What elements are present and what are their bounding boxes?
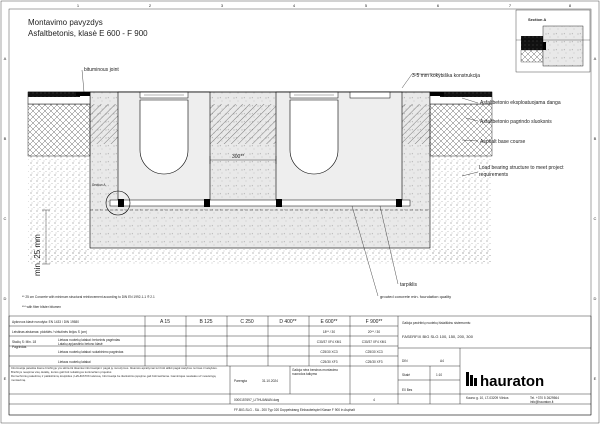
- row-marker: A: [3, 56, 7, 61]
- table-header-label: Apkrovos klasė nurodyta: EN 1433 / DIN 19580: [12, 320, 79, 324]
- row-label: Leistinas atstumas: plokštės / viršutinės linijos S (cm): [12, 330, 88, 334]
- channel-bedding: [110, 200, 410, 206]
- validity-label: Galioja nėra bendros montavimo nuorodos taikymo: [292, 368, 339, 376]
- cell-f900: C25/30 XF3: [365, 360, 383, 364]
- column-markers: [77, 3, 572, 8]
- column-marker: 8: [568, 3, 572, 8]
- status-value: E0 Bes: [402, 388, 413, 392]
- asphalt-wear-label: Asfaltbetonio eksploatuojama danga: [480, 100, 561, 106]
- cell-f900: C30/37 XF4 XM1: [361, 340, 387, 344]
- disclaimer-para2: Dėl techninių pakeitimų ir patikslinimų kreipkitės į HAURATON atstovą. Informacija be išankstinio įspėjimo gali būti keičiama. Gamintojas neatsako už neteisingą montavimą.: [11, 374, 216, 382]
- column-marker: 2: [148, 3, 152, 8]
- cell-f900: C25/30 XC3: [365, 350, 383, 354]
- drainage-channel-left: [118, 92, 210, 202]
- drawing-title-line2: Asfaltbetonis, klasė E 600 - F 900: [28, 29, 148, 38]
- contact-email: info@hauraton.lt: [530, 400, 554, 404]
- address-line1: Kauno g. 10, LT-03209 Vilnius: [466, 396, 509, 400]
- brand-name: hauraton: [480, 373, 545, 390]
- row-marker: E: [593, 376, 597, 381]
- date-value: 31.10.2024: [262, 379, 278, 383]
- disclaimer-box: [11, 367, 227, 393]
- row-sublabel: Latakų apjuostinio betono klasė: [58, 342, 103, 346]
- column-marker: 1: [76, 3, 80, 8]
- installation-section: [28, 67, 492, 276]
- row-label: Lietaus nuotekų latakai: [58, 360, 91, 364]
- construction-label: 3-5 mm kokybiška konstrukcija: [412, 73, 481, 79]
- load-bearing-label-box: [479, 165, 589, 187]
- format-label: DIN: [402, 359, 408, 363]
- class-a15: A 15: [159, 319, 171, 325]
- row-marker: B: [3, 136, 7, 141]
- class-c250: C 250: [240, 319, 254, 325]
- row-side-label: Pagrindas: [12, 345, 27, 349]
- footnote-concrete: ** 25 cm Concrete with minimum structural reinforcement according to DIN EN 1992-1-1 ® 2.1: [22, 295, 155, 299]
- asphalt-base-left: [28, 104, 90, 156]
- column-marker: 4: [292, 3, 296, 8]
- drawing-title-line1: Montavimo pavyzdys: [28, 18, 103, 27]
- cell-e600: C25/30 XC3: [320, 350, 338, 354]
- column-marker: 3: [220, 3, 224, 8]
- grouted-label: grouted concrete min. foundation quality: [380, 294, 452, 299]
- section-a-callout-label: Section A: [92, 183, 106, 187]
- cell-e600: 18** / 30: [322, 330, 336, 334]
- section-a-detail: [516, 10, 590, 72]
- product-name: FASERFIX BIG SLG 100, 150, 200, 300: [402, 334, 473, 339]
- drainage-channel-right: [276, 92, 402, 202]
- file-name: 0000157697_LITHUANIAN.dwg: [234, 398, 280, 402]
- load-bearing-layer-bottom: [28, 248, 492, 264]
- cell-e600: C25/30 XF3: [320, 360, 338, 364]
- date-label: Parengta: [234, 379, 247, 383]
- scale-value: 1:10: [436, 373, 443, 377]
- row-marker: D: [593, 296, 597, 301]
- load-bearing-label: Load bearing structure to meet project requirements: [479, 165, 564, 178]
- bituminous-joint-label: bituminous joint: [84, 67, 119, 73]
- asphalt-base-right: [430, 104, 492, 156]
- row-marker: B: [593, 136, 597, 141]
- class-b125: B 125: [199, 319, 213, 325]
- asphalt-base-lt-label: Asfaltbetonio pagrindo sluoksnis: [480, 119, 552, 125]
- row-marker: E: [3, 376, 7, 381]
- asphalt-base-label: Asphalt base course: [480, 139, 526, 145]
- tarpiklis-label: tarpiklis: [400, 282, 417, 288]
- cell-f900: 20** / 30: [367, 330, 381, 334]
- validity-box: [292, 368, 348, 392]
- row-side-label: Stačių S: Min. 18: [12, 340, 37, 344]
- address-line2: Tel. +370 5 2629564: [530, 396, 559, 400]
- column-marker: 5: [364, 3, 368, 8]
- class-d400: D 400**: [279, 319, 297, 325]
- row-label: Lietaus nuotekų latakai: sukabinimo pagrindas: [58, 350, 124, 354]
- format-value: A4: [440, 359, 444, 363]
- sheet-number: 4: [373, 398, 375, 402]
- footer-drawing-id: FF-BIG-SLG - SA - 200 Typ 020 Doppelstrang Einbaubeispiel Klasse F 900 in Asphalt: [234, 408, 355, 412]
- row-marker: C: [3, 216, 7, 221]
- footnote-fiber: *** with fiber blister bitumen: [22, 305, 61, 309]
- class-e600: E 600**: [320, 319, 338, 325]
- dimension-300-label: 300**: [232, 154, 245, 160]
- section-a-label: Section A: [528, 17, 547, 22]
- hauraton-logo: [466, 372, 544, 390]
- load-class-table: [9, 316, 591, 415]
- column-marker: 6: [436, 3, 440, 8]
- cell-e600: C30/37 XF4 XM1: [316, 340, 342, 344]
- row-marker: C: [593, 216, 597, 221]
- column-marker: 7: [508, 3, 512, 8]
- product-heading: Galioja pavirtinių nuotekų išsiaiškinu sistemomis:: [402, 321, 471, 325]
- min-25-label: min. 25 mm: [33, 234, 42, 276]
- row-marker: A: [593, 56, 597, 61]
- class-f900: F 900**: [365, 319, 383, 325]
- row-label: Lietaus nuotekų latakai: betoninis pagrindas: [58, 338, 121, 342]
- scale-label: Skalė: [402, 373, 410, 377]
- disclaimer-para1: Informacija pateikta šiame brėžinyje yra skirta tik išsamiai informacijai ir pagal jų nurodymus. Išsamūs aprašymai turi būti atlikti pagal statybos normas ir taisykles. Brėžinys neapima visų detalių, kurios gali būti reikalingos konkrečiam projektui.: [11, 367, 218, 374]
- row-marker: D: [3, 296, 7, 301]
